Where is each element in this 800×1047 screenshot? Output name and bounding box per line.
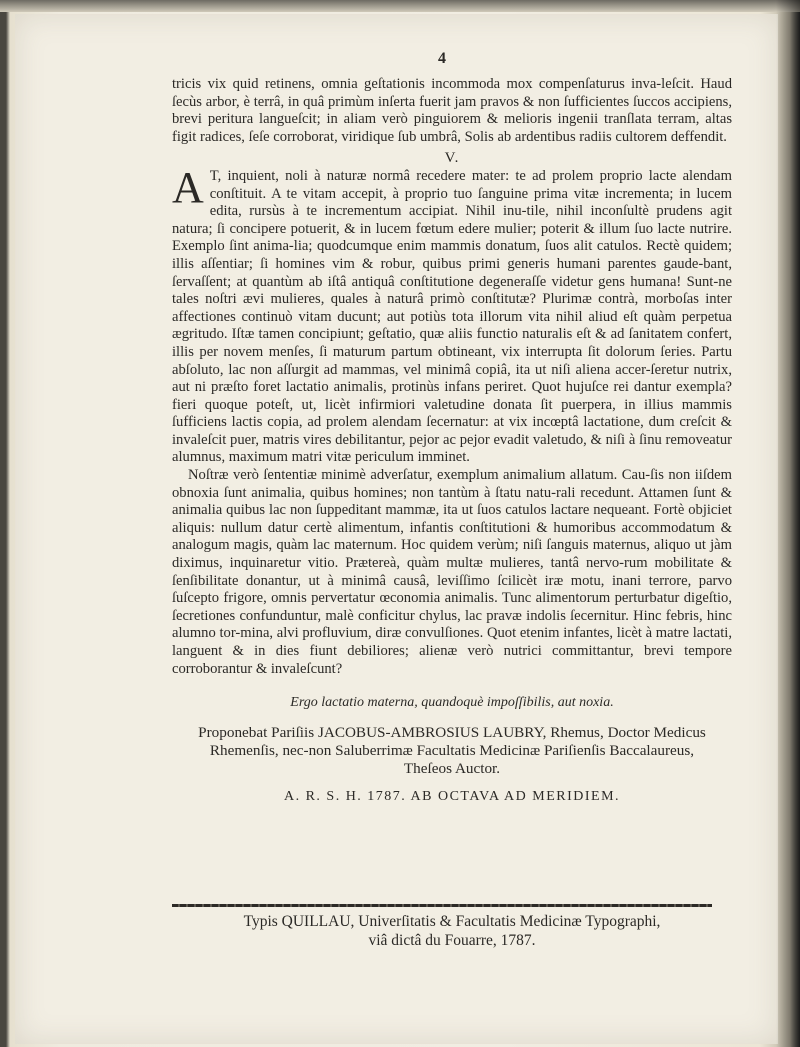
top-binding-edge (0, 0, 800, 12)
section-heading: V. (444, 150, 460, 167)
printer-line-1: Typis QUILLAU, Univerſitatis & Facultatis Medicinæ Typographi, (243, 913, 661, 930)
conclusion-line: Ergo lactatio materna, quandoquè impoſſibilis, aut noxia. (290, 695, 614, 711)
right-edge-shadow (776, 0, 800, 1047)
drop-cap-letter: A (172, 162, 204, 212)
third-paragraph: Noſtræ verò ſententiæ minimè adverſatur, exemplum animalium allatum. Cau-ſis non iiſdem obnoxia ſunt animalia, quibus homines; non tantùm à ſtatu natu-rali recedunt. Attamen ſunt & animalia quibus lac non ſuppeditant mammæ, ita ut ſuos catulos lactare nequeant. Fortè objiciet aliquis: nullum datur certè alimentum, infantis conſtitutioni & humoribus accommodatum & analogum magis, quàm lac maternum. Hoc quidem verùm; niſi ſanguis maternus, aliquo ut jàm diximus, inquinaretur vitio. Prætereà, quàm multæ mulieres, tantâ nervo-rum mobilitate & ſenſibilitate donantur, ut à minimâ causâ, leviſſimo ſcilicèt iræ motu, inani terrore, parvo ſuſcepto frigore, omnis pervertatur œconomia animalis. Tunc alimentorum perturbatur digeſtio, ſecretiones confunduntur, malè conficitur chylus, lac pravæ indolis ſecernitur. Hinc febris, hinc alumno tor-mina, alvi profluvium, diræ convulſiones. Quot etenim infantes, licèt à matre lactati, languent & in dies fiunt debiliores; alienæ verò nutrici committantur, brevi tempore corroborantur & invaleſcunt? (172, 467, 732, 677)
document-body (172, 62, 732, 805)
date-line: A. R. S. H. 1787. AB OCTAVA AD MERIDIEM. (283, 788, 621, 804)
printer-line-2: viâ dictâ du Fouarre, 1787. (368, 932, 536, 949)
section-v-paragraph: T, inquient, noli à naturæ normâ recedere mater: te ad prolem proprio lacte alendam conſtituit. A te vitam accepit, à proprio tuo ſanguine prima vitæ incrementa; in lucem edita, rursùs à te incrementum accipiat. Nihil inu-tile, nihil inconſultè prudens agit natura; ſi concipere potuerit, & in lucem fœtum edere mulier; poterit & illum ſuo lacte nutrire. Exemplo ſint anima-lia; quodcumque enim mammis donatum, ſuos alit catulos. Rectè quidem; illis aſſentiar; ſi homines vim & robur, quibus primi generis humani parentes gaude-bant, ſervaſſent; at quantùm ab iſtâ antiquâ conſtitutione degeneraſſe videtur gens humana! Sunt-ne tales noſtri ævi mulieres, quales à naturâ primò conſtitutæ? Plurimæ contrà, morboſas inter affectiones continuò vitam ducunt; aut potiùs tota illorum vita nihil aliud eſt quàm perpetua ægritudo. Iſtæ tamen concipiunt; geſtatio, quæ aliis functio naturalis eſt & ad ſanitatem confert, illis per novem menſes, ſi maturum partum obtineant, vix interrupta ſit dolorum ſeries. Partu abſoluto, lac non aſſurgit ad mammas, vel minimâ copiâ, ita ut niſi aliena accer-ſeretur nutrix, aut ni præſto foret lactatio animalis, protinùs infans periret. Quot hujuſce rei dantur exempla? fieri quoque poteſt, ut, licèt infirmiori valetudine donata ſit puerpera, in illius mammis ſufficiens lactis copia, ad prolem alendam ſecernatur: at vix incœptâ lactatione, dum creſcit & invaleſcit puer, matris vires debilitantur, pejor ac pejor evadit valetudo, & niſi à ſinu removeatur alumnus, maximum matri vitæ periculum imminet. (172, 167, 732, 466)
opening-paragraph: tricis vix quid retinens, omnia geſtationis incommoda mox compenſaturus inva-leſcit. Haud ſecùs arbor, è terrâ, in quâ primùm inſerta fuerit jam pravos & non ſufficientes ſuccos accipiens, brevi peritura langueſcit; in aliam verò pinguiorem & melioris ingenii tranſlata terram, altas figit radices, ſeſe corroborat, viridique ſub umbrâ, Solis ab ardentibus radiis cultorem deffendit. (172, 76, 732, 145)
proposer-line-1: Proponebat Pariſiis JACOBUS-AMBROSIUS LAUBRY, Rhemus, Doctor Medicus (198, 723, 706, 741)
printer-rule-divider (172, 904, 712, 907)
proposer-line-2: Rhemenſis, nec-non Saluberrimæ Facultatis Medicinæ Pariſienſis Baccalaureus, (209, 741, 695, 759)
printer-imprint (192, 912, 712, 950)
page-number: 4 (438, 50, 446, 67)
proposer-line-3: Theſeos Auctor. (403, 759, 501, 777)
section-v-block (172, 162, 732, 467)
proposer-block (172, 724, 732, 778)
